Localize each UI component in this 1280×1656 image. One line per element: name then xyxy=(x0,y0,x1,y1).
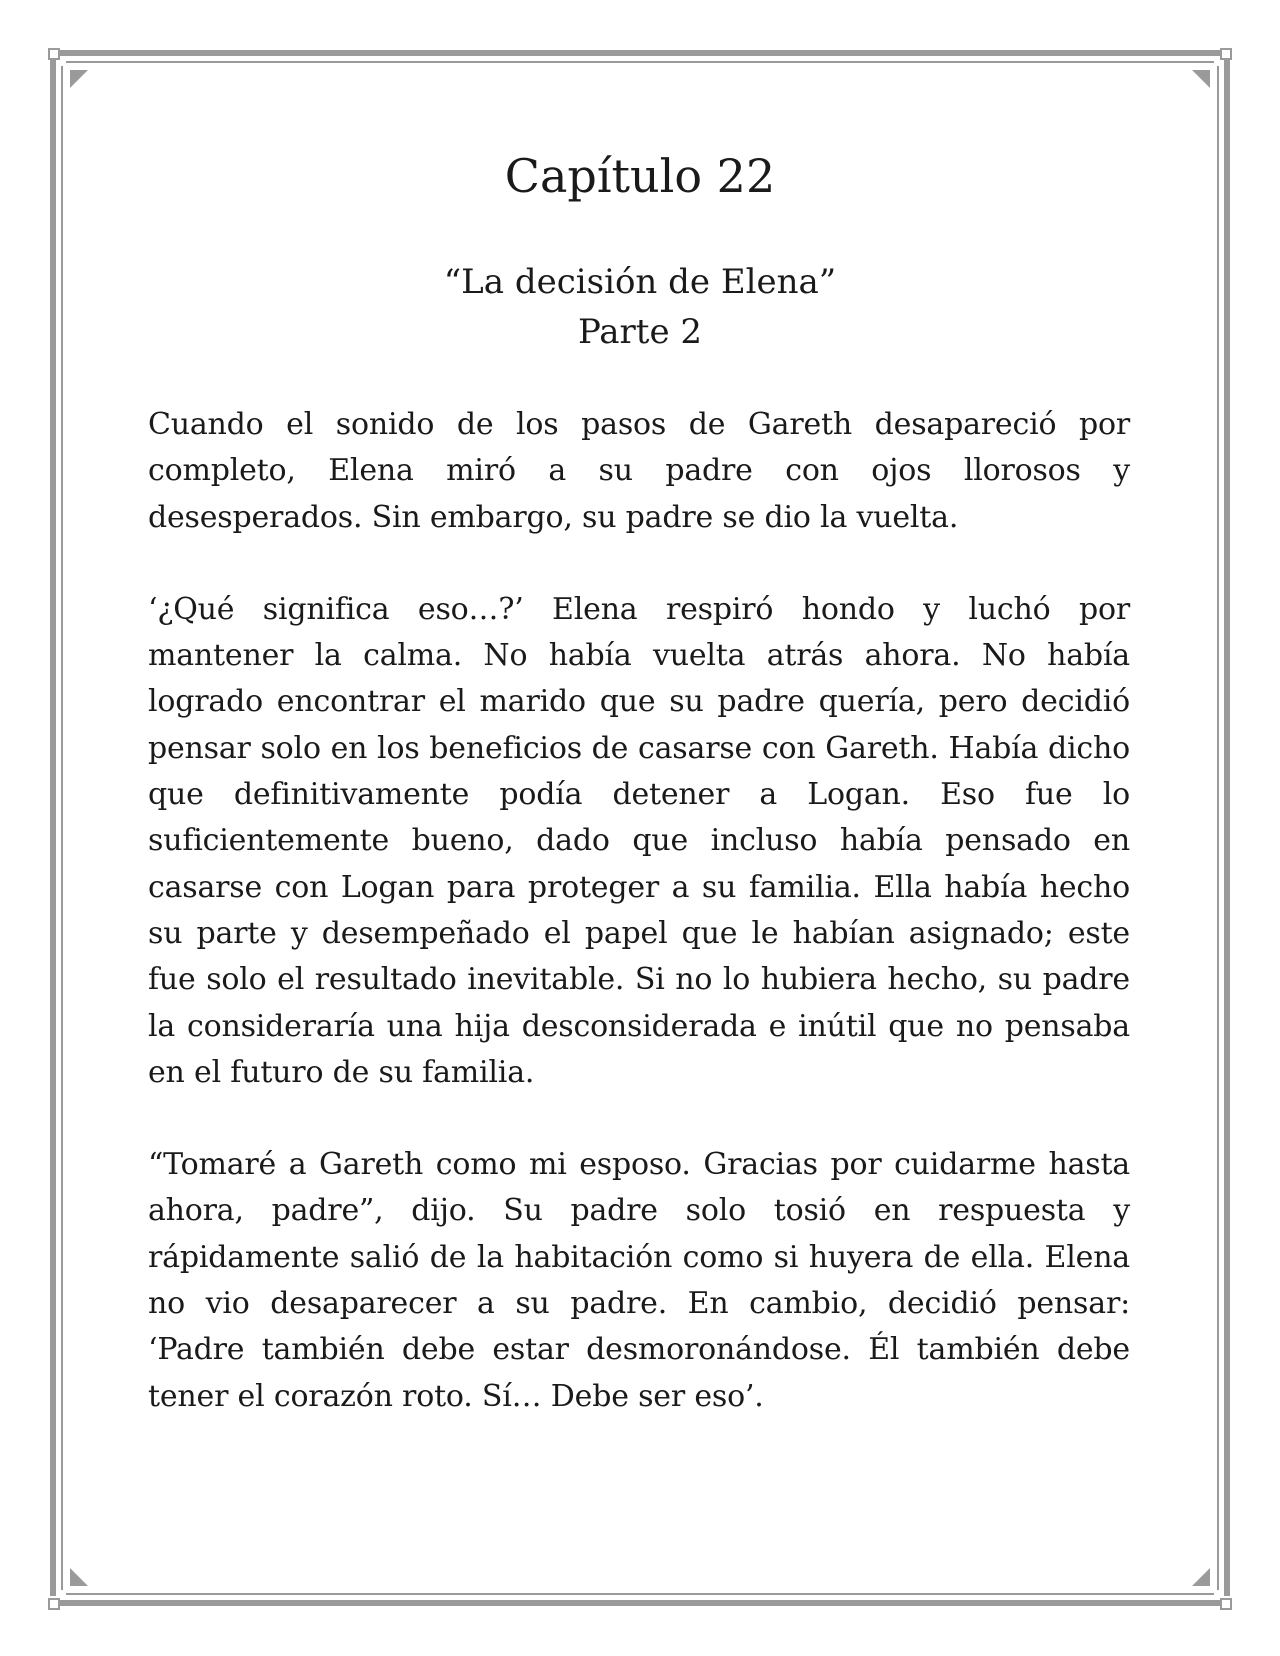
paragraph: ‘¿Qué significa eso…?’ Elena respiró hondo y luchó por mantener la calma. No había vuelta atrás ahora. No había logrado encontrar el marido que su padre quería, pero decidió pensar solo en los beneficios de casarse con Gareth. Había dicho que definitivamente podía detener a Logan. Eso fue lo suficientemente bueno, dado que incluso había pensado en casarse con Logan para proteger a su familia. Ella había hecho su parte y desempeñado el papel que le habían asignado; este fue solo el resultado inevitable. Si no lo hubiera hecho, su padre la consideraría una hija desconsiderada e inútil que no pensaba en el futuro de su familia. xyxy=(148,591,1130,1090)
frame-bottom-inner-border xyxy=(66,1593,1214,1595)
chapter-title: Capítulo 22 xyxy=(504,149,776,203)
corner-triangle-top-right-icon xyxy=(1192,70,1210,88)
corner-triangle-bottom-left-icon xyxy=(70,1568,88,1586)
frame-top-border xyxy=(60,50,1220,56)
corner-triangle-bottom-right-icon xyxy=(1192,1568,1210,1586)
chapter-subtitle: “La decisión de Elena” xyxy=(443,262,837,302)
corner-triangle-top-left-icon xyxy=(70,70,88,88)
paragraph: “Tomaré a Gareth como mi esposo. Gracias por cuidarme hasta ahora, padre”, dijo. Su padre solo tosió en respuesta y rápidamente salió de la habitación como si huyera de ella. Elena no vio desaparecer a su padre. En cambio, decidió pensar: ‘Padre también debe estar desmoronándose. Él también debe tener el corazón roto. Sí… Debe ser eso’. xyxy=(148,1147,1130,1414)
frame-corner-ornament-top-left xyxy=(48,48,60,60)
frame-corner-ornament-bottom-right xyxy=(1220,1598,1232,1610)
frame-bottom-border xyxy=(60,1600,1220,1606)
frame-corner-ornament-top-right xyxy=(1220,48,1232,60)
chapter-body xyxy=(148,402,1130,1466)
paragraph: Cuando el sonido de los pasos de Gareth desapareció por completo, Elena miró a su padre con ojos llorosos y desesperados. Sin embargo, su padre se dio la vuelta. xyxy=(148,407,1130,535)
frame-corner-ornament-bottom-left xyxy=(48,1598,60,1610)
chapter-part-label: Parte 2 xyxy=(577,312,703,352)
frame-top-inner-border xyxy=(66,61,1214,63)
